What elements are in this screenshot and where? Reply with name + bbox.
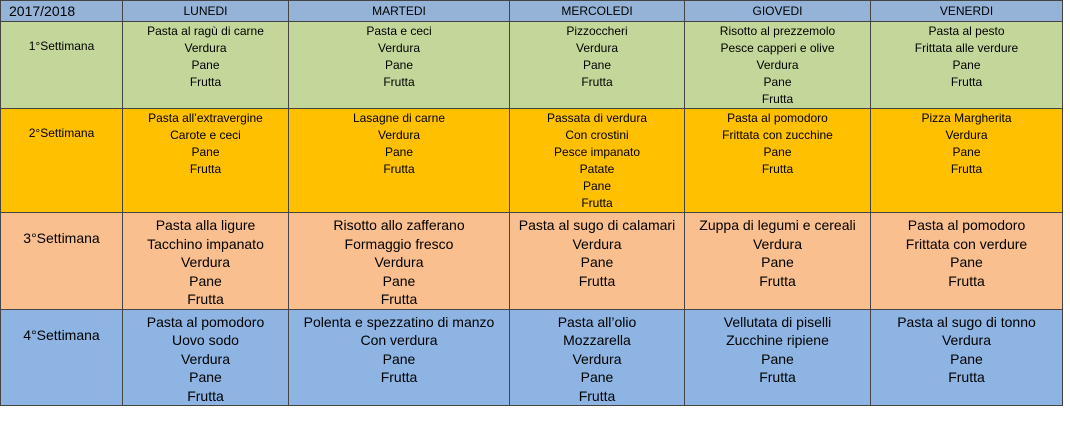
menu-item: Pane bbox=[580, 254, 614, 270]
week-label: 3°Settimana bbox=[23, 230, 100, 246]
week-label: 4°Settimana bbox=[23, 326, 100, 343]
menu-item: Mozzarella bbox=[563, 332, 631, 348]
menu-item: Pasta all’olio bbox=[557, 313, 637, 330]
menu-item: Zucchine ripiene bbox=[726, 332, 829, 348]
menu-cell-thursday bbox=[685, 309, 871, 406]
menu-item: Verdura bbox=[752, 235, 803, 252]
menu-item: Pasta al sugo di tonno bbox=[897, 313, 1036, 330]
menu-item: Frutta bbox=[383, 75, 415, 89]
menu-item: Frutta bbox=[189, 162, 222, 176]
menu-item: Verdura bbox=[756, 58, 799, 72]
menu-item: Pane bbox=[950, 350, 983, 367]
menu-cell-friday bbox=[871, 22, 1063, 109]
menu-item: Pasta al pomodoro bbox=[727, 111, 828, 125]
menu-item: Verdura bbox=[945, 128, 988, 142]
menu-item: Frutta bbox=[950, 162, 983, 176]
day-header-wednesday: MERCOLEDI bbox=[510, 1, 685, 22]
menu-item: Frutta bbox=[383, 162, 415, 176]
menu-item: Passata di verdura bbox=[546, 111, 648, 125]
menu-item: Pasta al ragù di carne bbox=[147, 24, 264, 38]
menu-item: Verdura bbox=[377, 128, 421, 142]
menu-item: Carote e ceci bbox=[170, 128, 241, 142]
header-row bbox=[1, 1, 1063, 22]
menu-item: Frutta bbox=[380, 291, 418, 307]
menu-item: Pasta al pomodoro bbox=[907, 217, 1026, 233]
menu-item: Pane bbox=[761, 350, 794, 367]
year-label: 2017/2018 bbox=[1, 1, 123, 22]
menu-item: Verdura bbox=[941, 332, 992, 348]
menu-item: Con crostini bbox=[565, 128, 629, 142]
menu-item: Pane bbox=[952, 145, 981, 159]
menu-item: Verdura bbox=[572, 235, 622, 252]
menu-item: Frittata alle verdure bbox=[914, 41, 1019, 55]
menu-item: Formaggio fresco bbox=[344, 235, 454, 252]
menu-item: Pasta all’extravergine bbox=[148, 111, 263, 125]
menu-item: Frutta bbox=[759, 369, 796, 385]
menu-item: Verdura bbox=[572, 350, 622, 367]
week-label-cell bbox=[1, 309, 123, 406]
menu-item: Pane bbox=[189, 369, 222, 385]
day-header-tuesday: MARTEDI bbox=[289, 1, 510, 22]
menu-item: Risotto allo zafferano bbox=[333, 217, 465, 233]
menu-item: Pane bbox=[763, 75, 792, 89]
menu-item: Pane bbox=[191, 58, 220, 72]
week-row bbox=[1, 109, 1063, 213]
menu-body bbox=[1, 22, 1063, 406]
menu-item: Pane bbox=[582, 58, 612, 72]
day-header-monday: LUNEDI bbox=[123, 1, 289, 22]
menu-item: Pane bbox=[952, 58, 981, 72]
menu-cell-monday bbox=[123, 22, 289, 109]
menu-cell-tuesday bbox=[289, 109, 510, 213]
menu-item: Frutta bbox=[189, 75, 222, 89]
menu-item: Pane bbox=[763, 145, 792, 159]
menu-item: Frutta bbox=[950, 75, 983, 89]
menu-item: Verdura bbox=[184, 41, 227, 55]
menu-item: Pizza Margherita bbox=[921, 111, 1012, 125]
menu-cell-wednesday bbox=[510, 213, 685, 310]
menu-cell-tuesday bbox=[289, 213, 510, 310]
menu-item: Zuppa di legumi e cereali bbox=[699, 217, 856, 233]
menu-item: Verdura bbox=[180, 254, 231, 270]
menu-item: Pane bbox=[382, 272, 416, 289]
day-header-friday: VENERDI bbox=[871, 1, 1063, 22]
menu-item: Pane bbox=[761, 254, 794, 270]
week-row bbox=[1, 22, 1063, 109]
menu-item: Pasta al sugo di calamari bbox=[518, 217, 676, 233]
week-label-cell bbox=[1, 213, 123, 310]
menu-cell-friday bbox=[871, 213, 1063, 310]
menu-cell-thursday bbox=[685, 109, 871, 213]
menu-cell-wednesday bbox=[510, 309, 685, 406]
menu-item: Pasta e ceci bbox=[366, 24, 432, 38]
menu-item: Frutta bbox=[578, 272, 616, 289]
menu-cell-monday bbox=[123, 213, 289, 310]
menu-item: Patate bbox=[579, 162, 615, 176]
menu-item: Pasta al pomodoro bbox=[146, 313, 265, 330]
week-row bbox=[1, 213, 1063, 310]
menu-item: Verdura bbox=[377, 41, 421, 55]
menu-item: Frutta bbox=[578, 387, 616, 404]
menu-item: Frutta bbox=[581, 196, 613, 210]
menu-item: Uovo sodo bbox=[172, 332, 239, 348]
menu-item: Frutta bbox=[759, 272, 796, 289]
day-header-thursday: GIOVEDI bbox=[685, 1, 871, 22]
menu-item: Pane bbox=[384, 58, 414, 72]
menu-item: Frittata con zucchine bbox=[722, 128, 833, 142]
menu-item: Pane bbox=[191, 145, 220, 159]
menu-item: Frittata con verdure bbox=[905, 235, 1028, 252]
menu-cell-wednesday bbox=[510, 22, 685, 109]
menu-item: Pasta alla ligure bbox=[155, 217, 256, 233]
menu-item: Pasta al pesto bbox=[928, 24, 1005, 38]
menu-item: Frutta bbox=[948, 272, 985, 289]
week-label: 1°Settimana bbox=[28, 39, 95, 53]
week-row bbox=[1, 309, 1063, 406]
menu-item: Frutta bbox=[581, 75, 613, 89]
menu-cell-wednesday bbox=[510, 109, 685, 213]
menu-cell-monday bbox=[123, 309, 289, 406]
menu-item: Pane bbox=[580, 369, 614, 385]
menu-cell-thursday bbox=[685, 213, 871, 310]
menu-item: Frutta bbox=[187, 291, 224, 307]
menu-item: Frutta bbox=[761, 162, 794, 176]
menu-item: Frutta bbox=[761, 92, 794, 106]
menu-item: Pane bbox=[189, 272, 222, 289]
menu-item: Con verdura bbox=[360, 332, 438, 348]
menu-item: Frutta bbox=[948, 369, 985, 385]
menu-cell-friday bbox=[871, 309, 1063, 406]
menu-item: Vellutata di piselli bbox=[723, 313, 832, 330]
menu-cell-tuesday bbox=[289, 309, 510, 406]
menu-item: Verdura bbox=[180, 350, 231, 367]
menu-cell-thursday bbox=[685, 22, 871, 109]
menu-item: Pane bbox=[384, 145, 414, 159]
menu-cell-tuesday bbox=[289, 22, 510, 109]
menu-cell-friday bbox=[871, 109, 1063, 213]
menu-item: Lasagne di carne bbox=[352, 111, 446, 125]
week-label-cell bbox=[1, 109, 123, 213]
menu-item: Pizzoccheri bbox=[566, 24, 628, 38]
menu-item: Polenta e spezzatino di manzo bbox=[303, 313, 495, 330]
menu-item: Verdura bbox=[374, 254, 424, 270]
menu-item: Tacchino impanato bbox=[147, 235, 264, 252]
menu-item: Pesce capperi e olive bbox=[720, 41, 835, 55]
menu-cell-monday bbox=[123, 109, 289, 213]
menu-item: Pane bbox=[582, 179, 612, 193]
menu-item: Pane bbox=[950, 254, 983, 270]
week-label: 2°Settimana bbox=[28, 126, 95, 140]
menu-item: Risotto al prezzemolo bbox=[719, 24, 836, 38]
menu-item: Pesce impanato bbox=[553, 145, 641, 159]
menu-item: Frutta bbox=[187, 387, 224, 404]
menu-item: Frutta bbox=[380, 369, 418, 385]
menu-item: Verdura bbox=[575, 41, 619, 55]
week-label-cell bbox=[1, 22, 123, 109]
menu-item: Pane bbox=[382, 350, 416, 367]
